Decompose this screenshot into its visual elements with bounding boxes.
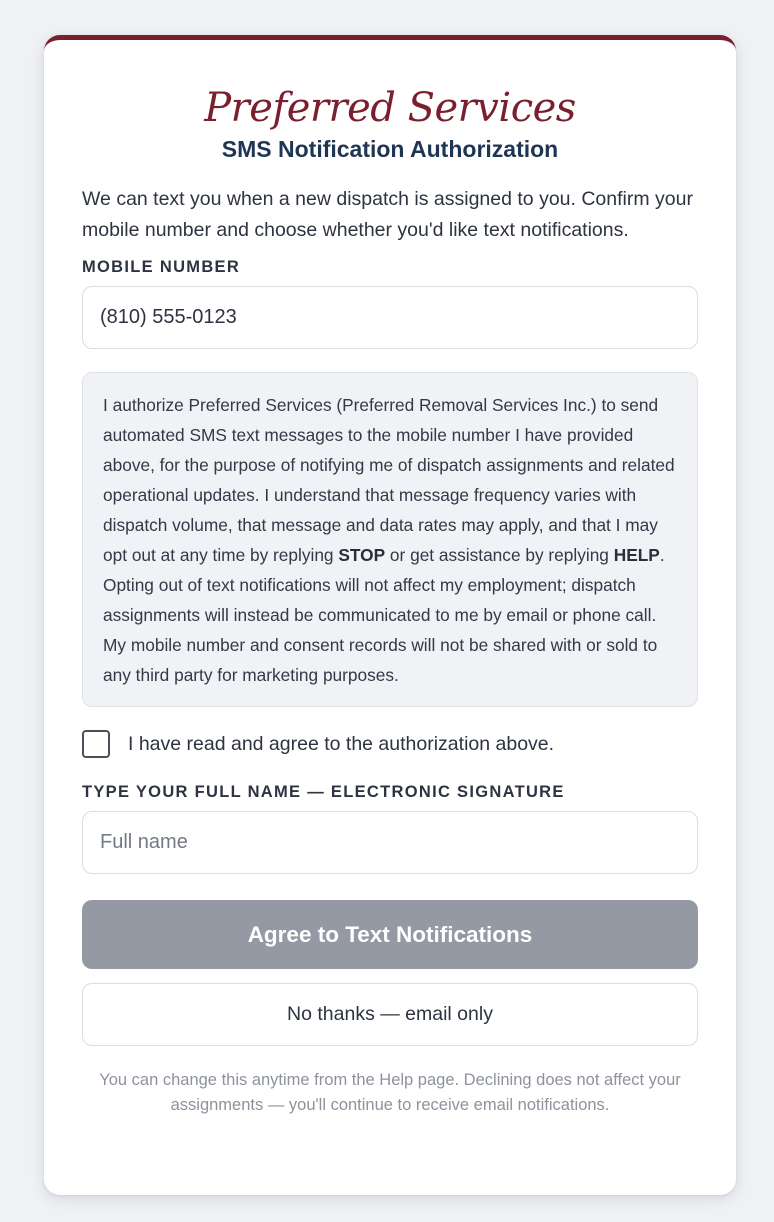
full-name-placeholder: Full name (100, 831, 188, 853)
full-name-input[interactable] (82, 811, 698, 874)
agree-button[interactable]: Agree to Text Notifications (82, 900, 698, 969)
authorization-terms (82, 372, 698, 707)
terms-text-part-1: I authorize Preferred Services (Preferred Removal Services Inc.) to send automated SMS text messages to the mobile number I have provided above, for the purpose of notifying me of dispatch assignments and related operational updates. I understand that message frequency varies with dispatch volume, that message and data rates may apply, and that I may opt out at any time by replying (103, 395, 675, 565)
mobile-number-value: (810) 555-0123 (100, 306, 237, 328)
consent-checkbox[interactable] (82, 730, 110, 758)
terms-text-part-2: or get assistance by replying (385, 545, 614, 565)
sms-authorization-card (44, 35, 736, 1195)
email-only-button[interactable]: No thanks — email only (82, 983, 698, 1046)
help-keyword: HELP (613, 545, 660, 565)
signature-label: TYPE YOUR FULL NAME — ELECTRONIC SIGNATURE (82, 783, 565, 801)
footnote: You can change this anytime from the Help page. Declining does not affect your assignments — you'll continue to receive email notifications. (99, 1071, 681, 1114)
intro-text: We can text you when a new dispatch is assigned to you. Confirm your mobile number and choose whether you'd like text notifications. (82, 188, 693, 241)
mobile-number-label: MOBILE NUMBER (82, 258, 241, 276)
brand-logo: Preferred Services (204, 85, 576, 131)
terms-text-part-3: . Opting out of text notifications will not affect my employment; dispatch assignments will instead be communicated to me by email or phone call. My mobile number and consent records will not be shared with or sold to any third party for marketing purposes. (103, 545, 665, 685)
consent-row[interactable] (82, 729, 698, 759)
stop-keyword: STOP (338, 545, 386, 565)
consent-label: I have read and agree to the authorization above. (128, 732, 555, 755)
mobile-number-input[interactable] (82, 286, 698, 349)
page-title: SMS Notification Authorization (221, 136, 559, 162)
